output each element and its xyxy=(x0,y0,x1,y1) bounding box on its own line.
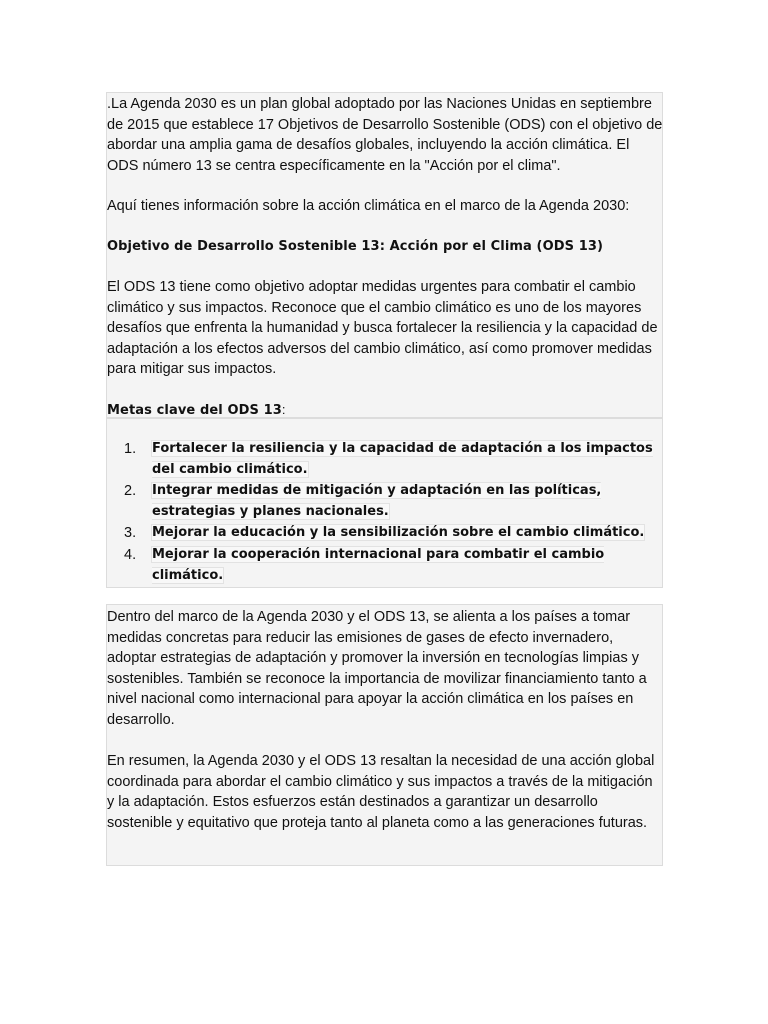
list-item-text: Fortalecer la resiliencia y la capacidad de adaptación a los impactos del cambio climático. xyxy=(152,441,653,477)
info-line: Aquí tienes información sobre la acción climática en el marco de la Agenda 2030: xyxy=(107,198,630,214)
intro-paragraph: .La Agenda 2030 es un plan global adoptado por las Naciones Unidas en septiembre de 2015 que establece 17 Objetivos de Desarrollo Sostenible (ODS) con el objetivo de abordar una amplia gama de desafíos globales, incluyendo la acción climática. El ODS número 13 se centra específicamente en la "Acción por el clima". xyxy=(107,96,663,174)
list-item xyxy=(124,523,664,544)
summary-paragraph: En resumen, la Agenda 2030 y el ODS 13 resaltan la necesidad de una acción global coordinada para abordar el cambio climático y sus impactos a través de la mitigación y la adaptación. Estos esfuerzos están destinados a garantizar un desarrollo sostenible y equitativo que proteja tanto al planeta como a las generaciones futuras. xyxy=(107,753,655,831)
ods13-description: El ODS 13 tiene como objetivo adoptar medidas urgentes para combatir el cambio climático y sus impactos. Reconoce que el cambio climático es uno de los mayores desafíos que enfrenta la humanidad y busca fortalecer la resiliencia y la capacidad de adaptación a los efectos adversos del cambio climático, así como promover medidas para mitigar sus impactos. xyxy=(107,279,658,378)
list-item-text: Integrar medidas de mitigación y adaptación en las políticas, estrategias y planes nacionales. xyxy=(152,483,602,519)
goals-heading-colon: : xyxy=(281,402,286,417)
list-item-number: 4. xyxy=(124,546,137,563)
list-item-text: Mejorar la cooperación internacional para combatir el cambio climático. xyxy=(152,546,605,583)
list-item-number: 3. xyxy=(124,525,137,542)
framework-paragraph: Dentro del marco de la Agenda 2030 y el ODS 13, se alienta a los países a tomar medidas concretas para reducir las emisiones de gases de efecto invernadero, adoptar estrategias de adaptación y promover la inversión en tecnologías limpias y sostenibles. También se reconoce la importancia de movilizar financiamiento tanto a nivel nacional como internacional para apoyar la acción climática en los países en desarrollo. xyxy=(107,609,647,728)
list-item-number: 2. xyxy=(124,483,137,500)
list-item-text: Mejorar la educación y la sensibilización sobre el cambio climático. xyxy=(152,525,645,541)
goals-heading xyxy=(107,400,286,422)
list-item xyxy=(124,439,664,480)
list-item xyxy=(124,481,664,522)
goals-list xyxy=(124,439,664,587)
list-item xyxy=(124,545,664,586)
goals-heading-text: Metas clave del ODS 13 xyxy=(107,403,282,418)
list-item-number: 1. xyxy=(124,441,137,457)
section-heading: Objetivo de Desarrollo Sostenible 13: Acción por el Clima (ODS 13) xyxy=(107,239,604,254)
